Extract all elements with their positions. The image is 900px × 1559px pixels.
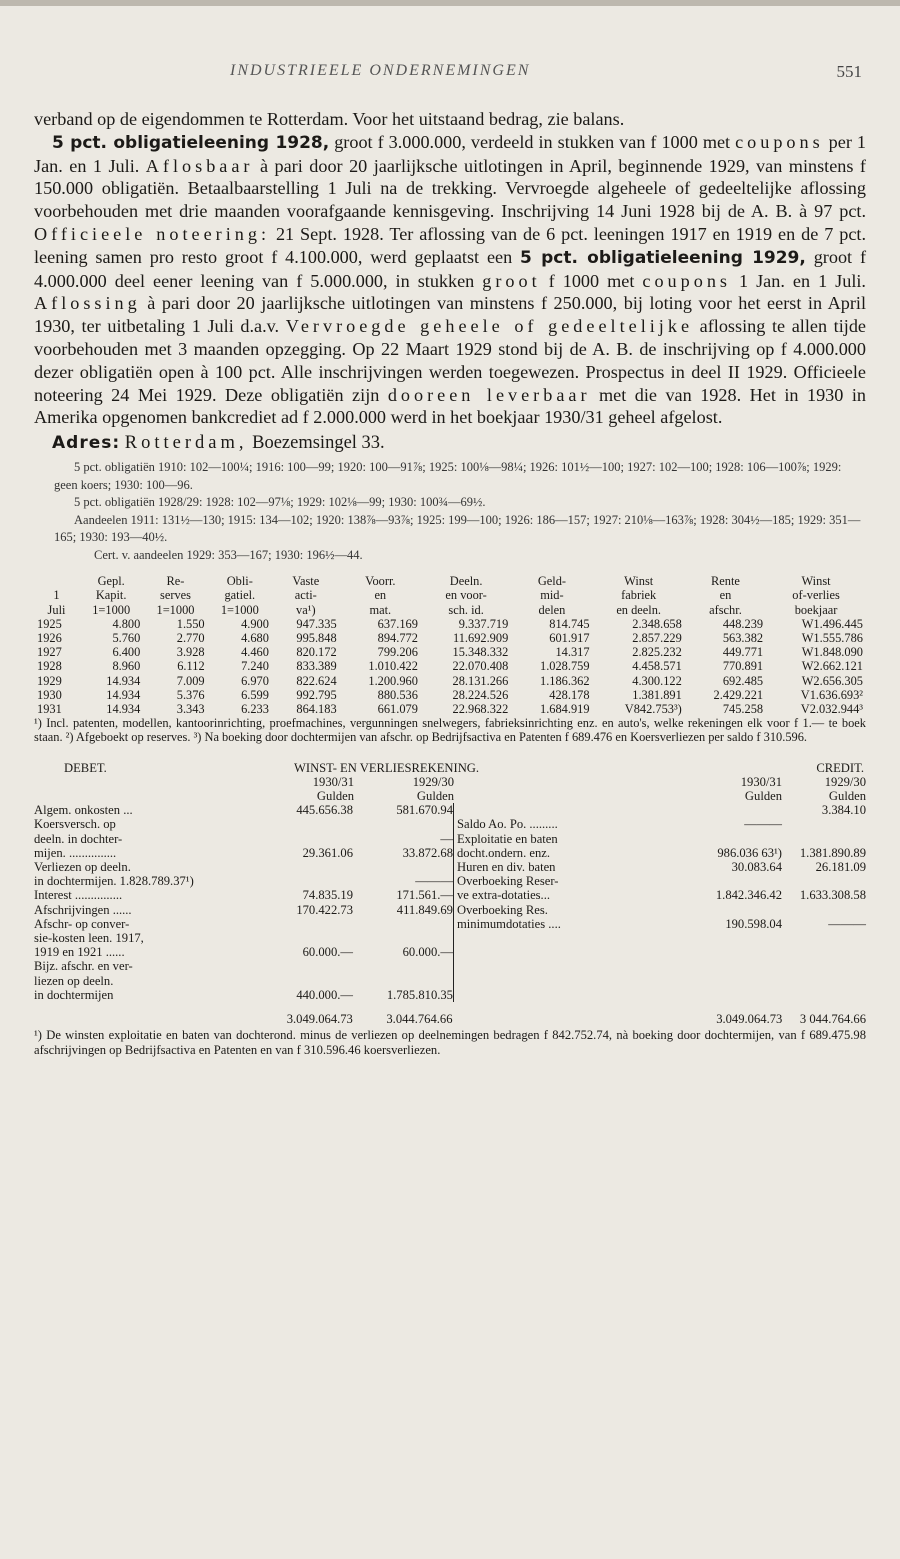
loan-1928-heading: 5 pct. obligatieleening 1928, <box>52 132 330 153</box>
table-cell: W2.656.305 <box>801 673 863 688</box>
table-cell: 22.968.322 <box>452 701 509 716</box>
row-label: sie-kosten leen. 1917, <box>34 931 144 946</box>
header-cell: 1 <box>53 588 60 603</box>
header-cell: Juli <box>47 602 66 617</box>
financial-history-table <box>34 574 866 716</box>
row-value: 171.561.— <box>396 888 453 903</box>
statement-row <box>457 874 866 888</box>
table-cell: 637.169 <box>377 616 418 631</box>
table-cell: 28.131.266 <box>452 673 509 688</box>
row-value <box>782 832 866 846</box>
statement-row <box>34 860 453 874</box>
header-cell: Winst <box>624 574 654 589</box>
row-value <box>261 974 353 988</box>
table-cell: V842.753³) <box>624 701 682 716</box>
table-cell: 880.536 <box>377 687 418 702</box>
table-cell: 6.599 <box>241 687 269 702</box>
quote-line: 5 pct. obligatiën 1928/29: 1928: 102—97⅛; 1929: 102⅛—99; 1930: 100¾—69½. <box>74 495 486 510</box>
text-span: Aflossing <box>34 293 141 314</box>
text-span: Aflosbaar <box>145 155 254 176</box>
table-cell: 995.848 <box>296 630 337 645</box>
table-cell: 11.692.909 <box>452 630 509 645</box>
address-label: Adres: <box>52 433 121 454</box>
row-label: Bijz. afschr. en ver- <box>34 959 133 974</box>
row-value <box>782 817 866 831</box>
running-header <box>0 62 900 86</box>
header-cell: Winst <box>801 574 831 589</box>
statement-row <box>34 888 453 902</box>
row-label: Algem. onkosten ... <box>34 803 133 818</box>
intro-text: verband op de eigendommen te Rotterdam. Voor het uitstaand bedrag, zie balans. <box>34 109 625 129</box>
currency-col: Gulden <box>416 789 454 803</box>
statement-row <box>457 903 866 917</box>
header-cell: Deeln. <box>449 574 483 589</box>
table-cell: 661.079 <box>377 701 418 716</box>
statement-row <box>34 931 453 945</box>
table-cell: 4.800 <box>112 616 141 631</box>
table-cell: 4.680 <box>241 630 269 645</box>
row-value <box>261 832 353 846</box>
header-cell: delen <box>538 602 566 617</box>
quote-line: Cert. v. aandeelen 1929: 353—167; 1930: 196½—44. <box>94 547 363 562</box>
text-span: coupons <box>642 270 732 291</box>
row-label: minimumdotaties .... <box>456 916 561 931</box>
statement-columns <box>34 803 866 1002</box>
header-cell <box>34 574 79 588</box>
table-cell: 1.200.960 <box>368 673 418 688</box>
row-value <box>261 860 353 874</box>
statement-row <box>34 917 453 931</box>
statement-row <box>34 945 453 959</box>
table-cell: 2.770 <box>176 630 205 645</box>
table-row <box>34 617 866 631</box>
table-cell: 449.771 <box>722 645 764 660</box>
text-span: groot <box>482 270 541 291</box>
table-cell: 7.240 <box>241 659 269 674</box>
paragraph-obligations <box>34 131 866 429</box>
row-value: 170.422.73 <box>296 902 353 917</box>
currency-col: Gulden <box>744 789 782 803</box>
row-label <box>457 803 682 817</box>
table-cell: 992.795 <box>296 687 337 702</box>
running-title: INDUSTRIEELE ONDERNEMINGEN <box>230 62 531 79</box>
row-value: 440.000.— <box>296 987 353 1002</box>
text-span: per 1 Jan. en 1 Juli. <box>34 131 866 176</box>
row-value: 26.181.09 <box>815 860 866 875</box>
row-label: Overboeking Reser- <box>456 874 559 889</box>
row-label: 1919 en 1921 ...... <box>34 945 125 960</box>
row-value: 411.849.69 <box>396 902 453 917</box>
table-cell: 947.335 <box>296 616 337 631</box>
table-cell: 1.186.362 <box>540 673 590 688</box>
header-cell: va¹) <box>296 602 316 617</box>
table-header-row <box>34 574 866 588</box>
row-label: liezen op deeln. <box>34 973 114 988</box>
row-label: ve extra-dotaties... <box>456 888 550 903</box>
statement-row <box>34 846 453 860</box>
table-footnotes: ¹) Incl. patenten, modellen, kantoorinrichting, proefmachines, vergunningen snelwegers, fabrieksinrichting enz. en auto's, welke rekeningen elk voor f 1.— te boek staan. ²) Afgeboekt op reserves. ³) Na boeking door dochtermijen van afschr. op Bedrijfsactiva en Patenten f 689.476 en Koersverliezen per saldo f 310.596. <box>34 716 866 745</box>
row-label: Saldo Ao. Po. ......... <box>456 817 558 832</box>
price-quotes <box>34 459 866 564</box>
header-cell: en <box>719 588 732 603</box>
statement-row <box>34 832 453 846</box>
row-value <box>353 974 453 988</box>
table-cell: 2.348.658 <box>632 616 682 631</box>
header-cell: Kapit. <box>95 588 127 603</box>
table-cell: 2.825.232 <box>632 645 682 660</box>
table-cell: 601.917 <box>549 630 590 645</box>
text-span: groot f 4.000.000 deel eener leening van f 5.000.000, in stukken <box>34 246 867 291</box>
row-value <box>353 817 453 831</box>
table-cell: 5.760 <box>112 630 141 645</box>
row-value: 74.835.19 <box>302 888 353 903</box>
table-cell: 14.317 <box>555 645 590 660</box>
table-cell: 4.900 <box>241 616 269 631</box>
row-value <box>353 959 453 973</box>
page-number: 551 <box>836 62 862 81</box>
header-cell: 1=1000 <box>156 602 195 617</box>
address-line <box>34 431 866 455</box>
header-cell: en voor- <box>445 588 487 603</box>
year-col: 1930/31 <box>312 774 354 789</box>
header-cell: afschr. <box>709 602 742 617</box>
loan-1929-heading: 5 pct. obligatieleening 1929, <box>520 247 806 268</box>
row-label: Afschrijvingen ...... <box>34 902 132 917</box>
row-value: 33.872.68 <box>402 845 453 860</box>
row-value <box>682 803 782 817</box>
total-value: 3.049.064.73 <box>286 1012 353 1027</box>
text-span: à pari door 20 jaarlijksche uitlotingen in April, beginnende 1929, van minstens f 150.000 obligatiën. Betaalbaarstelling 1 Juli na de trekking. Vervroegde algeheele of gedeeltelijke aflossing voorbehouden met drie maanden voorafgaande kennisgeving. Inschrijving 14 Juni 1928 bij de A. B. à 97 pct. <box>34 155 866 222</box>
page-body <box>34 108 866 1057</box>
statement-title: WINST- EN VERLIESREKENING. <box>294 760 480 775</box>
header-cell: acti- <box>294 588 317 603</box>
header-cell: of-verlies <box>792 588 840 603</box>
row-value: 190.598.04 <box>725 916 782 931</box>
statement-row <box>457 846 866 860</box>
top-border <box>0 0 900 6</box>
text-span: f 1000 met <box>540 270 643 291</box>
header-cell: mid- <box>540 588 564 603</box>
table-cell: 864.183 <box>296 701 337 716</box>
row-value <box>682 874 782 888</box>
table-cell: W1.555.786 <box>801 630 863 645</box>
total-value: 3.044.764.66 <box>386 1012 453 1027</box>
statement-row <box>34 959 453 973</box>
table-cell: 1.381.891 <box>632 687 682 702</box>
row-value <box>261 959 353 973</box>
table-cell: V2.032.944³ <box>800 701 863 716</box>
header-cell: Re- <box>166 574 185 589</box>
row-label: docht.ondern. enz. <box>456 845 551 860</box>
row-value: 1.785.810.35 <box>386 987 453 1002</box>
header-cell: Obli- <box>226 574 253 589</box>
table-cell: 2.857.229 <box>632 630 682 645</box>
year-col: 1929/30 <box>412 774 454 789</box>
row-value: ——— <box>744 817 782 832</box>
address-city: Rotterdam, <box>124 433 248 454</box>
header-cell: 1=1000 <box>92 602 131 617</box>
table-cell: 799.206 <box>377 645 418 660</box>
table-cell: 1929 <box>37 673 62 688</box>
table-cell: 820.172 <box>296 645 337 660</box>
quote-line: Aandeelen 1911: 131½—130; 1915: 134—102; 1920: 138⅞—93⅞; 1925: 199—100; 1926: 186—157; 1927: 210⅛—163⅞; 1928: 304½—185; 1929: 351—165; 1930: 193—40½. <box>54 512 861 545</box>
table-cell: 1928 <box>37 659 62 674</box>
address-street: Boezemsingel 33. <box>247 433 385 454</box>
header-cell: en <box>374 588 387 603</box>
statement-row <box>457 888 866 902</box>
table-cell: 3.343 <box>176 701 205 716</box>
statement-row <box>34 974 453 988</box>
table-cell: V1.636.693² <box>800 687 863 702</box>
statement-row <box>34 903 453 917</box>
credit-label: CREDIT. <box>816 760 864 775</box>
table-cell: 6.112 <box>177 659 205 674</box>
year-col: 1929/30 <box>824 774 866 789</box>
table-cell: 1930 <box>37 687 62 702</box>
table-cell: 814.745 <box>549 616 590 631</box>
table-cell: W2.662.121 <box>801 659 863 674</box>
row-value <box>782 903 866 917</box>
table-row <box>34 659 866 673</box>
row-label: Verliezen op deeln. <box>34 860 131 875</box>
header-cell: serves <box>160 588 191 603</box>
currency-col: Gulden <box>316 789 354 803</box>
table-cell: 1.684.919 <box>540 701 590 716</box>
row-value <box>682 832 782 846</box>
table-cell: 6.400 <box>112 645 141 660</box>
statement-row <box>457 917 866 931</box>
header-cell: mat. <box>369 602 392 617</box>
header-cell: en deeln. <box>616 602 662 617</box>
statement-row <box>457 832 866 846</box>
table-cell: 6.233 <box>241 701 269 716</box>
table-cell: 563.382 <box>722 630 764 645</box>
row-label: Interest ............... <box>34 888 123 903</box>
row-label: Exploitatie en baten <box>456 831 558 846</box>
table-row <box>34 645 866 659</box>
row-value <box>353 860 453 874</box>
debet-side <box>34 803 454 1002</box>
header-cell: Geld- <box>537 574 567 589</box>
table-cell: 1931 <box>37 701 62 716</box>
row-value: 1.381.890.89 <box>799 845 866 860</box>
row-value: 30.083.64 <box>731 860 782 875</box>
row-value <box>261 917 353 931</box>
row-label: mijen. ............... <box>34 845 117 860</box>
row-value <box>782 874 866 888</box>
table-row <box>34 631 866 645</box>
row-label: in dochtermijen. 1.828.789.37¹) <box>34 874 194 889</box>
statement-row <box>34 874 453 888</box>
table-cell: 22.070.408 <box>452 659 509 674</box>
table-cell: 5.376 <box>176 687 205 702</box>
table-cell: 2.429.221 <box>713 687 764 702</box>
table-cell: 1925 <box>37 616 62 631</box>
credit-side <box>454 803 866 1002</box>
row-value <box>261 874 353 888</box>
row-value: 60.000.— <box>302 945 353 960</box>
table-header-row <box>34 588 866 602</box>
table-cell: 745.258 <box>722 701 764 716</box>
row-value: 3.384.10 <box>821 803 866 818</box>
table-cell: 428.178 <box>549 687 590 702</box>
table-cell: 14.934 <box>106 687 141 702</box>
header-cell: sch. id. <box>448 602 484 617</box>
row-value: 29.361.06 <box>302 845 353 860</box>
table-cell: 4.300.122 <box>632 673 682 688</box>
table-header-row <box>34 603 866 617</box>
statement-col-years <box>34 775 866 789</box>
table-cell: 1.550 <box>176 616 205 631</box>
row-label: Huren en div. baten <box>456 860 556 875</box>
statement-header <box>34 761 866 775</box>
row-value <box>682 903 782 917</box>
debet-label: DEBET. <box>64 760 107 775</box>
profit-loss-statement <box>34 761 866 1058</box>
text-span: aflossing te allen tijde voorbehouden met 3 maanden opzegging. Op 22 Maart 1929 stond bij de A. B. de inschrijving op f 4.000.000 dezer obligatiën open à 100 pct. Alle inschrijvingen werden toegewezen. Prospectus in deel II 1929. Officieele noteering 24 Mei 1929. Deze obligatiën zijn <box>34 316 866 405</box>
statement-row <box>457 860 866 874</box>
statement-row <box>457 817 866 831</box>
table-cell: 15.348.332 <box>452 645 509 660</box>
header-cell: fabriek <box>621 588 657 603</box>
statement-row <box>34 988 453 1002</box>
table-row <box>34 674 866 688</box>
row-value: — <box>440 831 453 846</box>
table-cell: 9.337.719 <box>458 616 509 631</box>
row-value <box>353 917 453 931</box>
text-span: Officieele noteering: <box>34 223 271 244</box>
table-cell: 1.028.759 <box>540 659 590 674</box>
row-label: Koersversch. op <box>34 817 116 832</box>
statement-row <box>457 803 866 817</box>
text-span: dooreen leverbaar <box>387 384 591 405</box>
table-cell: 692.485 <box>722 673 764 688</box>
table-cell: 448.239 <box>722 616 764 631</box>
text-span: coupons <box>735 131 824 152</box>
table-cell: 14.934 <box>106 673 141 688</box>
row-value: 60.000.— <box>402 945 453 960</box>
paragraph-intro <box>34 108 866 131</box>
row-label: in dochtermijen <box>34 987 114 1002</box>
statement-row <box>34 817 453 831</box>
row-label: Afschr- op conver- <box>34 916 130 931</box>
total-value: 3 044.764.66 <box>799 1012 867 1027</box>
row-value: 1.842.346.42 <box>715 888 782 903</box>
text-span: à pari door 20 jaarlijksche uitlotingen van minstens f 250.000, bij loting voor het eerst in April 1930, ter uitbetaling 1 Juli d.a.v. <box>34 293 866 337</box>
text-span: groot f 3.000.000, verdeeld in stukken van f 1000 met <box>329 131 736 152</box>
header-cell: Gepl. <box>97 574 125 589</box>
statement-row <box>34 803 453 817</box>
table-row <box>34 688 866 702</box>
table-cell: 894.772 <box>377 630 418 645</box>
table-cell: 1.010.422 <box>368 659 418 674</box>
row-value: 581.670.94 <box>396 803 453 818</box>
header-cell: Voorr. <box>365 574 396 589</box>
header-cell: 1=1000 <box>220 602 259 617</box>
table-cell: W1.496.445 <box>801 616 863 631</box>
row-value: ——— <box>415 874 453 889</box>
currency-col: Gulden <box>828 789 866 803</box>
table-cell: 833.389 <box>296 659 337 674</box>
text-span: 1 Jan. en 1 Juli. <box>731 270 866 291</box>
text-span: met die van 1928. Het in 1930 in Amerika opgenomen bankcrediet ad f 2.000.000 werd in het boekjaar 1930/31 geheel afgelost. <box>34 384 866 428</box>
table-cell: 6.970 <box>241 673 269 688</box>
statement-footnote: ¹) De winsten exploitatie en baten van dochterond. minus de verliezen op deelnemingen bedragen f 842.752.74, nà boeking door dochtermijen, van f 689.475.98 afschrijvingen op Bedrijfsactiva en Patenten en van f 310.596.46 koersverliezen. <box>34 1028 866 1057</box>
text-span: 21 Sept. 1928. Ter aflossing van de 6 pct. leeningen 1917 en 1919 en de 7 pct. leening samen pro resto groot f 4.100.000, werd geplaatst een <box>34 223 866 267</box>
table-cell: 770.891 <box>722 659 764 674</box>
text-span: Vervroegde geheele of gedeeltelijke <box>285 316 694 337</box>
table-cell: 4.458.571 <box>632 659 682 674</box>
row-value <box>261 817 353 831</box>
table-cell: 14.934 <box>106 701 141 716</box>
table-row <box>34 702 866 716</box>
header-cell: gatiel. <box>224 588 256 603</box>
row-value: ——— <box>828 916 866 931</box>
table-cell: W1.848.090 <box>801 645 863 660</box>
table-cell: 822.624 <box>296 673 337 688</box>
header-cell: Vaste <box>292 574 320 589</box>
row-value <box>261 931 353 945</box>
year-col: 1930/31 <box>740 774 782 789</box>
table-cell: 7.009 <box>176 673 205 688</box>
table-cell: 4.460 <box>241 645 269 660</box>
quote-line: 5 pct. obligatiën 1910: 102—100¼; 1916: 100—99; 1920: 100—91⅞; 1925: 100⅛—98¼; 1926: 101½—100; 1927: 102—100; 1928: 106—100⅞; 1929: geen koers; 1930: 100—96. <box>54 460 842 492</box>
table-cell: 3.928 <box>176 645 205 660</box>
row-value: 986.036 63¹) <box>717 845 782 860</box>
statement-col-currency <box>34 789 866 803</box>
row-value: 445.656.38 <box>296 803 353 818</box>
row-label: Overboeking Res. <box>456 902 548 917</box>
header-cell: boekjaar <box>794 602 838 617</box>
table-cell: 1927 <box>37 645 62 660</box>
total-value: 3.049.064.73 <box>716 1012 783 1027</box>
row-value <box>353 931 453 945</box>
row-label: deeln. in dochter- <box>34 831 123 846</box>
table-cell: 28.224.526 <box>452 687 509 702</box>
header-cell: Rente <box>711 574 740 589</box>
statement-totals <box>34 1012 866 1026</box>
table-cell: 8.960 <box>112 659 141 674</box>
row-value: 1.633.308.58 <box>799 888 866 903</box>
table-cell: 1926 <box>37 630 62 645</box>
